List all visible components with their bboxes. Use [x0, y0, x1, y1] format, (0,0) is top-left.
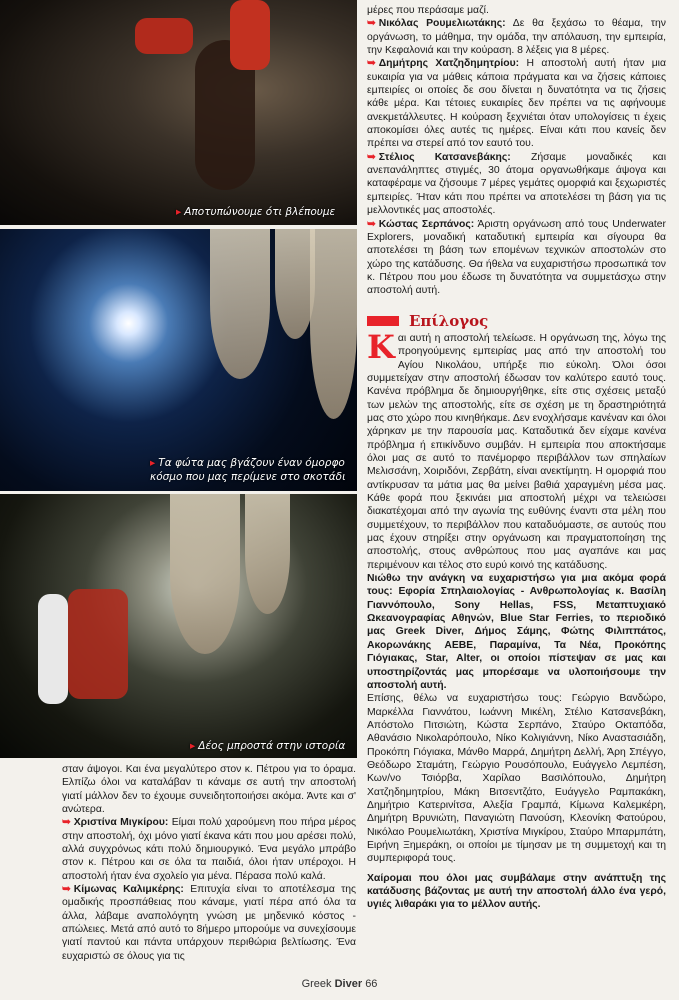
testimonial [367, 218, 666, 298]
thanks-sponsors: Νιώθω την ανάγκη να ευχαριστήσω για μια ακόμα φορά τους: Εφορία Σπηλαιολογίας - Ανθρωπολογίας κ. Βασίλη Γιαννόπουλο, Sony Hellas, FSS, Μεταπτυχιακό Ωκεανογραφίας Αθηνών, Blue Star Ferries, το περιοδικό μας Greek Diver, Δήμος Σάμης, Φώτης Φιλιππάτος, Ακορωνάκης ΑΕΒΕ, Παραμίνα, Τα Νέα, Προκόπης Γιόγιακας, Star, Alter, οι οποίοι πίστεψαν σε μας και υποστηρίζοντάς μας μπορέσαμε να υλοποιήσουμε την αποστολή αυτή. [367, 573, 666, 691]
caption-arrow-icon: ▸ [176, 206, 182, 218]
testimonial-text: Είμαι πολύ χαρούμενη που πήρα μέρος στην αποστολή, όχι μόνο γιατί έκανα κάτι που μου αρέσει πολύ, αλλά συγχρόνως κάτι πολύ δημιουργικό. Ένα μεγάλο μπράβο στον κ. Πέτρου και σε όλα τα παιδιά, όλοι ήταν υπέροχοι. Η αποστολή ήταν ένα σχολείο για μένα. Πέρασα πολύ καλά. [62, 817, 356, 882]
bullet-arrow-icon: ➥ [367, 151, 376, 163]
testimonial-text: Δε θα ξεχάσω το θέαμα, την οργάνωση, το μάθημα, την ομάδα, την απόλαυση, την εμπειρία, την Κεφαλονιά και την κούραση. 8 λέξεις για 8 μέρες. [367, 18, 666, 57]
diver-tank [230, 0, 270, 70]
cave-photo-2 [0, 229, 357, 491]
stalactite [210, 229, 270, 379]
left-text-column [62, 763, 356, 963]
page-footer [0, 978, 679, 990]
magazine-prefix: Greek [301, 978, 332, 990]
bullet-arrow-icon: ➥ [62, 884, 71, 896]
bullet-arrow-icon: ➥ [367, 18, 376, 30]
testimonial [62, 816, 356, 883]
page-number: 66 [365, 978, 378, 990]
testimonial-name: Κίμωνας Καλιμκέρης: [73, 884, 184, 896]
stalactite [245, 494, 290, 614]
testimonial-name: Δημήτρης Χατζηδημητρίου: [378, 58, 520, 70]
testimonial-text: Άριστη οργάνωση από τους Underwater Explorers, μοναδική καταδυτική εμπειρία και σίγουρα θα αποτελέσει τη βάση των επομένων τεχνικών αποστολών στο χώρο της κατάδυσης. Θα ήθελα να ευχαριστήσω προσωπικά τον κ. Πέτρου που μου έδωσε τη δυνατότητα να συμμετάσχω στην αποστολή αυτή. [367, 218, 666, 297]
epilogue-paragraph [367, 327, 666, 572]
drop-cap: Κ [367, 327, 395, 366]
section-heading-text: Επίλογος [409, 311, 489, 330]
bullet-arrow-icon: ➥ [367, 58, 376, 70]
photo-2-caption: ▸ Τα φώτα μας βγάζουν έναν όμορφο κόσμο που μας περίμενε στο σκοτάδι [150, 457, 346, 483]
cave-photo-3 [0, 494, 357, 758]
stalactite [275, 229, 315, 339]
testimonial [367, 151, 666, 218]
caption-arrow-icon: ▸ [150, 457, 156, 469]
section-heading [367, 311, 666, 330]
thanks-participants: Επίσης, θέλω να ευχαριστήσω τους: Γεώργιο Βανδώρο, Μαρκέλλα Γιαννάτου, Ιωάννη Μικέλη, Στέλιο Κατσανεβάκη, Απόστολο Πιτσιώτη, Κώστα Σερπάνο, Σταύρο Οκταπόδα, Αθανάσιο Νικολαρόπουλο, Νίκο Κολιγιάννη, Νίκο Αναστασιάδη, Προκόπη Γιόγιακα, Μάνθο Μαρρά, Δημήτρη Δελλή, Άρη Σπέγγο, Θεόδωρο Σταμάτη, Γεώργιο Ρουσόπουλο, Ευάγγελο Λεμπέση, Κων/νο Τσιόρβα, Χαρίλαο Βασιλόπουλο, Δημήτρη Χατζηδημητρίου, Μάκη Βιτσεντζάτο, Ευάγγελο Ραμπακάκη, Δημήτριο Κατερινίτσα, Αλεξία Γραμπά, Κίμωνα Καλεμκέρη, Δημήτρη Βρυνιώτη, Παναγιώτη Πανούση, Κλεονίκη Φατούρου, Νικόλαο Ρουμελιωτάκη, Χριστίνα Μιγκίρου, Σταύρο Μπαρμπάτη, Ειρήνη Ξημεράκη, οι οποίοι με τίμησαν με τη συμμετοχή και τη συμπεριφορά τους. [367, 693, 666, 865]
paragraph-continuation: μέρες που περάσαμε μαζί. [367, 5, 489, 16]
testimonial-name: Χριστίνα Μιγκίρου: [73, 817, 169, 829]
testimonial-text: Ζήσαμε μοναδικές και ανεπανάληπτες στιγμές, 30 άτομα οργανωθήκαμε άψογα και καταφέραμε να ζήσουμε 7 μέρες γεμάτες ομορφιά και ξεχωριστές εμπειρίες. Ήταν κάτι που πρέπει να αποτελέσει τη βάση για τις μελλοντικές μας αποστολές. [367, 151, 666, 217]
testimonial [62, 883, 356, 963]
camera-housing [135, 18, 193, 54]
bullet-arrow-icon: ➥ [367, 218, 376, 230]
testimonial-name: Νικόλας Ρουμελιωτάκης: [378, 18, 506, 30]
heading-bar-icon [367, 316, 399, 326]
epilogue-text: αι αυτή η αποστολή τελείωσε. Η οργάνωση της, λόγω της προηγούμενης εμπειρίας μας από την αποστολή του Αγίου Νικολάου, υπήρξε πιο εύκολη. Όλοι όσοι συμμετείχαν στην αποστολή έδωσαν τον καλύτερο εαυτό τους. Κανένα πρόβλημα δε δημιουργήθηκε, είτε στις σχέσεις μεταξύ των μελών της αποστολής, είτε σε σχέση με τη δραστηριότητά μας στο χώρο που κινηθήκαμε. Δεν ενοχλήσαμε κανέναν και όλοι χάρηκαν με την παρουσία μας. Καταδυτικά δεν είχαμε κανένα πρόβλημα ή επικίνδυνο συμβάν. Η εμπειρία που αποκτήσαμε όλοι μας σε αυτό το πανέμορφο περιβάλλον των σπηλαίων Μελισσάνη, Χοιριδόνι, Ζερβάτη, είναι ανεκτίμητη. Η ομορφιά που αντίκρυσαν τα μάτια μας θα μείνει βαθιά χαραγμένη μέσα μας. Κάθε φορά που ξεκινάει μια αποστολή μέχρι να τελειώσει διακατέχομαι από την αγωνία της ευθύνης έναντι στα μέλη που συμμετέχουν, το περιβάλλον που καταδυόμαστε, σε αυτούς που μας έχουν στηρίξει στην οργάνωση και πραγματοποίηση της αποστολής, στους ανθρώπους που μας αγαπάνε και μας περιμένουν και τέλος στο ευρύ κοινό της κατάδυσης. [367, 332, 666, 571]
caption-arrow-icon: ▸ [190, 740, 196, 752]
cave-photo-1 [0, 0, 357, 225]
diver-silhouette [68, 589, 128, 699]
testimonial-text: Η αποστολή αυτή ήταν μια ευκαιρία για να μάθεις κάποια πράγματα και να ζήσεις κάποιες εμπειρίες οι οποίες δε σου δίνεται η δυνατότητα να τις ζήσεις κάθε μέρα. Και τέτοιες ευκαιρίες δεν πρέπει να τις αφήνουμε ανεκμετάλλευτες. Η κούραση ξεχνιέται όταν υπολογίσεις τι έχεις αποκομίσει όλες αυτές τις ημέρες. Είναι κάτι που κανείς δεν πρέπει να στερεί από τον εαυτό του. [367, 58, 666, 150]
stalactite [310, 229, 357, 419]
diver-tank [38, 594, 68, 704]
photo-3-caption: ▸ Δέος μπροστά στην ιστορία [190, 740, 346, 752]
bullet-arrow-icon: ➥ [62, 817, 71, 829]
testimonial-name: Κώστας Σερπάνος: [378, 218, 475, 230]
testimonial [367, 17, 666, 57]
testimonial-name: Στέλιος Κατσανεβάκης: [378, 151, 511, 163]
closing-paragraph: Χαίρομαι που όλοι μας συμβάλαμε στην ανάπτυξη της κατάδυσης βάζοντας με αυτή την αποστολή άλλο ένα γερό, υγιές λιθαράκι για το μέλλον αυτής. [367, 872, 666, 911]
stalactite [170, 494, 240, 654]
testimonial [367, 57, 666, 150]
photo-1-caption: ▸ Αποτυπώνουμε ότι βλέπουμε [176, 206, 336, 218]
paragraph-continuation: σταν άψογοι. Και ένα μεγαλύτερο στον κ. Πέτρου για το όραμα. Ελπίζω όλοι να καταλάβαν τι κάναμε σε αυτή την αποστολή γιατί μάλλον δεν το έχουμε συνειδητοποιήσει ακόμα. Άντε και σ' ανώτερα. [62, 764, 356, 816]
testimonial-text: Επιτυχία είναι το αποτέλεσμα της ομαδικής προσπάθειας που κάναμε, γιατί πέρα από όλα τα άλλα, λάβαμε αναπολόγητη γνώση με μηδενικό κόστος - απώλειες. Μετά από αυτό το 8ήμερο μπορούμε να συνεχίσουμε γιατί παντού και πάντα υπάρχουν περιθώρια βελτίωσης. Ένα ευχαριστώ σε όλους για τις [62, 884, 357, 962]
magazine-name: Diver [334, 978, 363, 990]
right-text-column [367, 4, 666, 912]
